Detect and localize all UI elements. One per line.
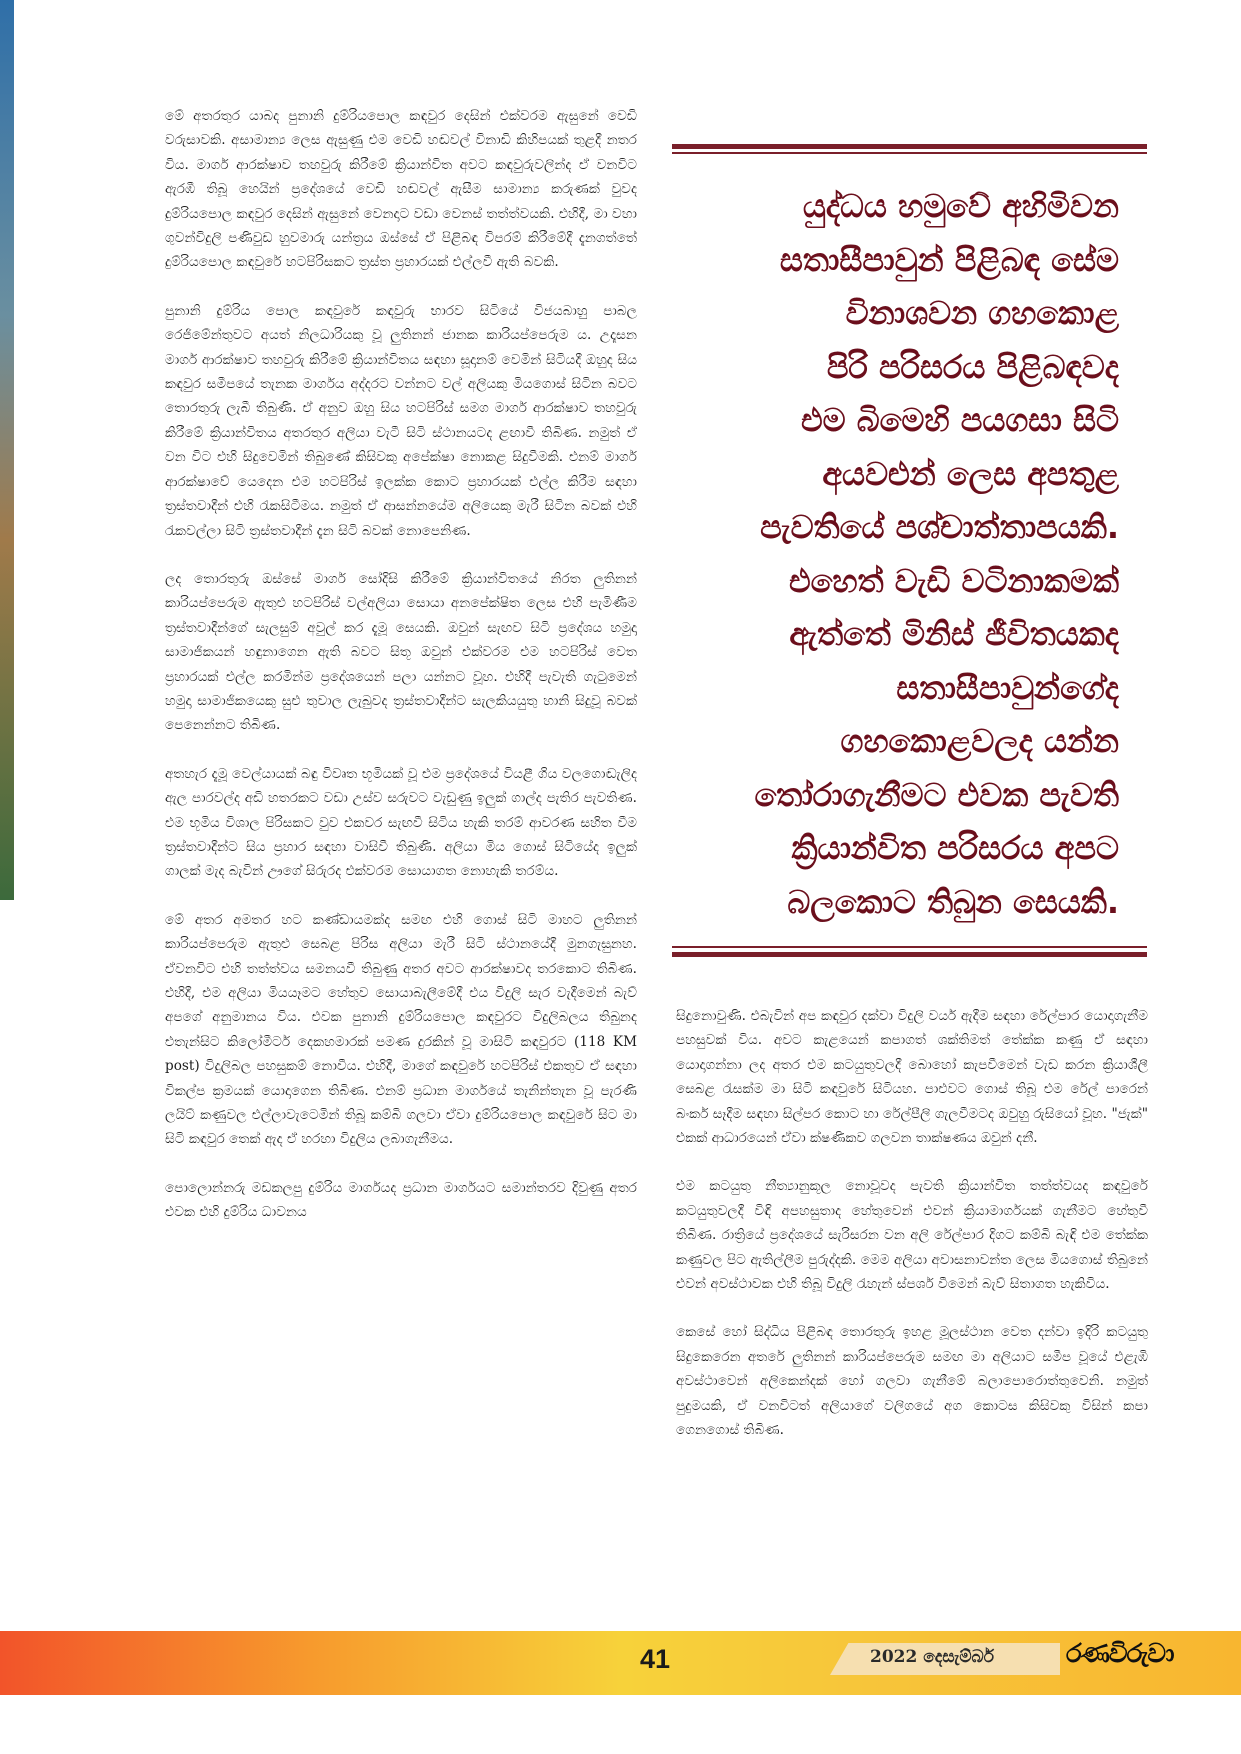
pull-quote-line: සතාසීපාවුන් පිළිබඳ සේම (779, 240, 1119, 279)
pull-quote-line: බලකොට තිබුන සෙයකි. (787, 882, 1119, 921)
pull-quote-line: එම බිමෙහි පයගසා සිටි (800, 401, 1119, 439)
article-paragraph: කෙසේ හෝ සිද්ධිය පිළිබඳ තොරතුරු ඉහළ මූලස්ථාන වෙත දන්වා ඉදිරි කටයුතු සිදුකෙරෙන අතරේ ලුතිනන් කාරියප්පෙරුම සමඟ මා අලියාට සමීප වූයේ එළැඹි අවස්ථාවෙන් අලිකෙන්දක් හෝ ගලවා ගැනීමේ බලාපොරොත්තුවෙනි. නමුත් පුදුමයකි, ඒ වනවිටත් අලියාගේ වලිගයේ අග කොටස කිසිවකු විසින් කපා ගෙනගොස් තිබිණ. (676, 1324, 1148, 1439)
pull-quote-line: එහෙත් වැඩි වටිනාකමක් (788, 561, 1119, 600)
issue-date: 2022 දෙසැම්බර් (870, 1647, 994, 1667)
pull-quote-line: පැවතියේ පශ්චාත්තාපයකි. (760, 508, 1119, 546)
pull-quote-line: සතාසීපාවුන්ගේද (896, 668, 1119, 707)
pull-quote-line: ක්‍රියාන්විත පරිසරය අපට (791, 829, 1119, 867)
article-paragraph: පොලොන්නරු මඩකලපු දුම්රිය මාර්ගයද ප්‍රධාන මාර්ගයට සමාන්තරව දිවුණු අතර එවක එහි දුම්රිය ධාවනය (165, 1179, 637, 1221)
pull-quote-line: ඇත්තේ මිනිස් ජීවිතයකද (789, 615, 1119, 653)
article-paragraph: සිදුනොවුණි. එබැවින් අප කඳවුර දක්වා විදුලි වයර් ඇදීම සඳහා රේල්පාර යොදාගැනීම පහසුවක් විය. අවට කැළයෙන් කපාගත් ශක්තිමත් තේක්ක කණු ඒ සඳහා යොදාගන්නා ලද අතර එම කටයුතුවලදී බොහෝ කැපවීමෙන් වැඩ කරන ක්‍රියාශීලී සෙබළ රැසක්ම මා සිටි කඳවුරේ සිටියහ. පාළුවට ගොස් තිබූ එම රේල් පාරෙන් බංකර් සෑදීම සඳහා සිල්පර කොට හා රේල්පීලි ගැලවීමටද ඔවුහු රුසියෝ වූහ. "ජැක්" එකක් ආධාරයෙන් ඒවා ක්ෂණිකව ගලවන තාක්ෂණය ඔවුන් දනී. (676, 1008, 1148, 1147)
article-paragraph: අතහැර දැමූ වෙල්යායක් බඳු විවෘත භූමියක් වූ එම ප්‍රදේශයේ වියළී ගිය වලගොඬැලිද ඇල පාරවල්ද අඩි හතරකට වඩා උස්ව සරුවට වැඩුණු ඉලුක් ගාල්ද පැතිර පැවතිණ. එම භූමිය විශාල පිරිසකට වුව එකවර සැඟවී සිටිය හැකි තරම් ආවරණ සහිත වීම ත්‍රස්තවාදීන්ට සිය ප්‍රහාර සඳහා වාසිවී තිබුණි. අලියා මිය ගොස් සිටියේද ඉලුක් ගාලක් මැද බැවින් ඌගේ සිරුරද එක්වරම සොයාගත නොහැකි තරම්ය. (165, 765, 637, 880)
article-paragraph: පුනානි දුම්රිය පොල කඳවුරේ කඳවුරු භාරව සිටියේ විජයබාහු පාබල රෙජිමේන්තුවට අයත් නිලධාරියකු වූ ලුතිනන් ජානක කාරියප්පෙරුම ය. උදෑසන මාර්ග ආරක්ෂාව තහවුරු කිරීමේ ක්‍රියාන්විතය සඳහා සූදානම් වෙමින් සිටියදී ඔහුද සිය කඳවුර සමීපයේ තැනක මාර්ගය අද්දරට වන්නට වල් අලියකු මියගොස් සිටින බවට තොරතුරු ලැබී තිබුණි. ඒ අනුව ඔහු සිය හටපිරිස් සමග මාර්ග ආරක්ෂාව තහවුරු කිරීමේ ක්‍රියාන්විතය අතරතුර අලියා වැටී සිටි ස්ථානයටද ළඟාවී තිබිණ. නමුත් ඒ වන විට එහි සිදුවෙමින් තිබුණේ කිසිවකු අපේක්ෂා නොකළ සිදුවීමකි. එනම් මාර්ග ආරක්ෂාවේ යෙදෙන එම හටපිරිස් ඉලක්ක කොට ප්‍රහාරයක් එල්ල කිරීම සඳහා ත්‍රස්තවාදීන් එහි රැකසිටීමය. නමුත් ඒ ආසන්නයේම අලියෙකු මැරී සිටින බවක් එහි රැකවල්ලා සිටි ත්‍රස්තවාදීන් දැන සිටි බවක් නොපෙනිණ. (165, 302, 637, 539)
article-paragraph: මේ අතරතුර යාබද පුනානි දුම්රියපොල කඳවුර දෙසින් එක්වරම ඇසුනේ වෙඩි වරුසාවකි. අසාමාන්‍ය ලෙස ඇසුණු එම වෙඩි හඬවල් විනාඩි කිහිපයක් තුළදී නතර විය. මාර්ග ආරක්ෂාව තහවුරු කිරීමේ ක්‍රියාන්විත අවට කඳවුරුවලින්ද ඒ වනවිට ඇරඹී තිබූ හෙයින් ප්‍රදේශයේ වෙඩි හඬවල් ඇසීම සාමාන්‍ය කරුණක් වුවද දුම්රියපොල කඳවුර දෙසින් ඇසුනේ වෙනදාට වඩා වෙනස් තත්ත්වයකි. එහිදී, මා වහා ගුවන්විදුලි පණිවුඩ හුවමාරු යන්ත්‍රය ඔස්සේ ඒ පිළිබඳ විපරම් කිරීමේදී දැනගත්තේ දුම්රියපොල කඳවුරේ හටපිරිසකට ත්‍රස්ත ප්‍රහාරයක් එල්ලවී ඇති බවකි. (165, 108, 637, 271)
pull-quote-line: තෝරාගැනීමට එවක පැවති (754, 775, 1119, 814)
article-paragraph: මේ අතර අමතර හට කණ්ඩායමක්ද සමඟ එහි ගොස් සිටි මාහට ලුතිනන් කාරියප්පෙරුම ඇතුළු සෙබළ පිරිස අලියා මැරී සිටි ස්ථානයේදී මුනගැසුනහ. ඒවනවිට එහි තත්ත්වය සමනයවී තිබුණු අතර අවට ආරක්ෂාවද තරකොට තිබිණ. එහිදී, එම අලියා මියයෑමට හේතුව සොයාබැලීමේදී එය විදුලි සැර වැදීමෙන් බැව් අපගේ අනුමානය විය. එවක පුනානි දුම්රියපොල කඳවුරට විදුලිබලය තිබුනද එතැන්සිට කිලෝමීටර් දෙකහමාරක් පමණ දුරකින් වූ මාසිටි කඳවුරට (118 KM post) විදුලිබල පහසුකම් නොවීය. එහිදී, මාගේ කඳවුරේ හටපිරිස් එකතුව ඒ සඳහා විකල්ප ක්‍රමයක් යොදාගෙන තිබිණ. එනම් ප්‍රධාන මාර්ගයේ තැනින්තැන වූ පැරණි ලයිට් කණුවල එල්ලාවැටෙමින් තිබූ කම්බි ගලවා ඒවා දුම්රියපොල කඳවුරේ සිට මා සිටි කඳවුර තෙක් ඇද ඒ හරහා විදුලිය ලබාගැනීමය. (165, 911, 637, 1148)
pull-quote-line: විනාශවන ගහකොළ (845, 294, 1119, 332)
article-right-column (676, 1004, 1148, 1467)
pull-quote-text (672, 180, 1119, 929)
pull-quote-top-rule-thin (672, 152, 1147, 154)
magazine-logo: රණවිරුවා (1066, 1639, 1174, 1669)
pull-quote-line: ගහකොළවලද යන්න (840, 722, 1119, 760)
pull-quote-bottom-rule-thin (672, 946, 1147, 948)
article-paragraph: ලද තොරතුරු ඔස්සේ මාර්ග සෝදිසි කිරීමේ ක්‍රියාන්විතයේ නිරත ලුතිනන් කාරියප්පෙරුම ඇතුළු හටපිරිස් වල්අලියා සොයා අනපේක්ෂිත ලෙස එහි පැමිණීම ත්‍රස්තවාදීන්ගේ සැලසුම් අවුල් කර දැමූ සෙයකි. ඔවුන් සැඟව සිටි ප්‍රදේශය හමුදා සාමාජිකයන් හඳුනාගෙන ඇති බවට සිතූ ඔවුන් එක්වරම එම හටපිරිස් වෙත ප්‍රහාරයක් එල්ල කරමින්ම ප්‍රදේශයෙන් පලා යන්නට වූහ. එහිදී පැවැති ගැටුමෙන් හමුදා සාමාජිකයෙකු සුළු තුවාල ලැබුවද ත්‍රස්තවාදීන්ට සැලකියයුතු හානි සිදුවූ බවක් පෙනෙන්නට තිබිණ. (165, 570, 637, 734)
article-paragraph: එම කටයුතු නීත්‍යානුකූල නොවූවද පැවති ක්‍රියාන්විත තත්ත්වයද කඳවුරේ කටයුතුවලදී විඳි අපහසුතාද හේතුවෙන් එවන් ක්‍රියාමාර්ගයක් ගැනීමට හේතුවී තිබිණ. රාත්‍රියේ ප්‍රදේශයේ සැරිසරන වන අලි රේල්පාර දිගට කම්බි බැඳි එම තේක්ක කණුවල පිට ඇතිල්ලීම පුරුද්දකි. මෙම අලියා අවාසනාවන්ත ලෙස මියගොස් තිබුනේ එවන් අවස්ථාවක එහි තිබූ විදුලි රැහැන් ස්පර්ශ වීමෙන් බැව් සිතාගත හැකිවිය. (676, 1178, 1148, 1293)
pull-quote-line: යුද්ධය හමුවේ අහිමිවන (802, 187, 1119, 225)
pull-quote-bottom-rule (672, 952, 1147, 957)
pull-quote-line: අයවළුන් ලෙස අපතුළ (822, 454, 1119, 493)
pull-quote-box (672, 144, 1147, 957)
pull-quote-line: පිරි පරිසරය පිළිබඳවද (826, 347, 1119, 386)
left-edge-photo-strip (0, 0, 14, 900)
article-left-column (165, 104, 637, 1249)
page-number: 41 (639, 1644, 671, 1674)
pull-quote-top-rule (672, 144, 1147, 149)
